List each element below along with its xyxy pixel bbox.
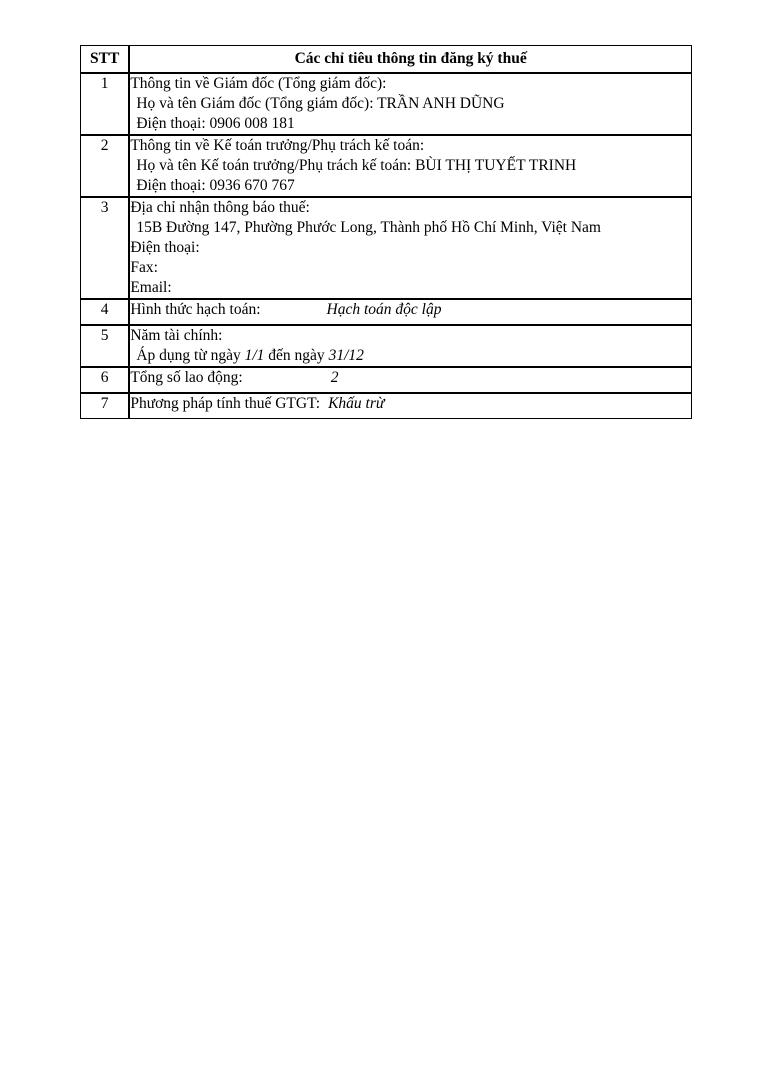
table-row — [81, 135, 692, 197]
row-number: 1 — [81, 73, 130, 135]
accountant-phone: Điện thoại: 0936 670 767 — [136, 177, 295, 194]
fiscal-year-from: 1/1 — [244, 347, 265, 364]
accounting-form-label: Hình thức hạch toán: — [130, 301, 261, 318]
employee-count-cell — [129, 367, 691, 393]
row-number: 3 — [81, 197, 130, 299]
vat-method-label: Phương pháp tính thuế GTGT: — [130, 395, 321, 412]
address-fax-label: Fax: — [130, 259, 158, 276]
accounting-form-value: Hạch toán độc lập — [326, 301, 442, 318]
table-row — [81, 73, 692, 135]
header-title: Các chỉ tiêu thông tin đăng ký thuế — [129, 46, 691, 74]
tax-notice-address-cell — [129, 197, 691, 299]
accountant-name: Họ và tên Kế toán trưởng/Phụ trách kế toán: BÙI THỊ TUYẾT TRINH — [136, 157, 577, 174]
address-email-label: Email: — [130, 279, 172, 296]
director-phone: Điện thoại: 0906 008 181 — [136, 115, 295, 132]
table-row — [81, 299, 692, 325]
row-number: 2 — [81, 135, 130, 197]
table-row — [81, 393, 692, 419]
director-heading: Thông tin về Giám đốc (Tổng giám đốc): — [130, 75, 387, 92]
accounting-form-cell — [129, 299, 691, 325]
table-row — [81, 197, 692, 299]
row-number: 4 — [81, 299, 130, 325]
table-header-row — [81, 46, 692, 74]
fiscal-year-middle: đến ngày — [268, 347, 325, 364]
table-row — [81, 325, 692, 367]
director-name: Họ và tên Giám đốc (Tổng giám đốc): TRẦN ANH DŨNG — [136, 95, 505, 112]
fiscal-year-to: 31/12 — [328, 347, 364, 364]
table-row — [81, 367, 692, 393]
row-number: 6 — [81, 367, 130, 393]
address-value: 15B Đường 147, Phường Phước Long, Thành phố Hồ Chí Minh, Việt Nam — [136, 219, 601, 236]
row-number: 5 — [81, 325, 130, 367]
address-phone-label: Điện thoại: — [130, 239, 200, 256]
row-number: 7 — [81, 393, 130, 419]
employee-count-value: 2 — [330, 369, 339, 386]
accountant-heading: Thông tin về Kế toán trưởng/Phụ trách kế toán: — [130, 137, 425, 154]
director-info-cell — [129, 73, 691, 135]
address-heading: Địa chỉ nhận thông báo thuế: — [130, 199, 310, 216]
fiscal-year-cell — [129, 325, 691, 367]
tax-registration-table — [80, 45, 692, 419]
accountant-info-cell — [129, 135, 691, 197]
employee-count-label: Tổng số lao động: — [130, 369, 243, 386]
vat-method-cell — [129, 393, 691, 419]
fiscal-year-heading: Năm tài chính: — [130, 327, 223, 344]
vat-method-value: Khấu trừ — [328, 395, 385, 412]
fiscal-year-prefix: Áp dụng từ ngày — [136, 347, 241, 364]
header-stt: STT — [81, 46, 130, 74]
